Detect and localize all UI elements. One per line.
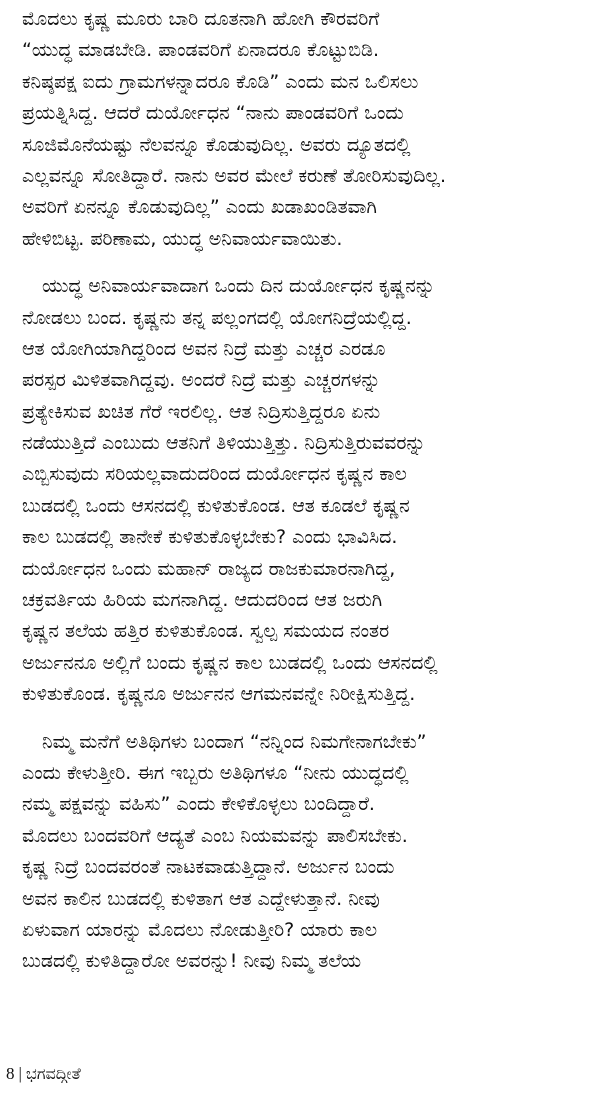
page-body <box>22 4 588 1044</box>
paragraph-2 <box>22 271 588 710</box>
text-line: ಕುಳಿತುಕೊಂಡ. ಕೃಷ್ಣನೂ ಅರ್ಜುನನ ಆಗಮನವನ್ನೇ ನಿರೀಕ್ಷಿಸುತ್ತಿದ್ದ. <box>22 683 416 706</box>
text-line: ಎಂದು ಕೇಳುತ್ತೀರಿ. ಈಗ ಇಬ್ಬರು ಅತಿಥಿಗಳೂ “ನೀನು ಯುದ್ಧದಲ್ಲಿ <box>22 761 409 784</box>
footer-separator: | <box>18 1064 22 1083</box>
text-line: ಅರ್ಜುನನೂ ಅಲ್ಲಿಗೆ ಬಂದು ಕೃಷ್ಣನ ಕಾಲ ಬುಡದಲ್ಲಿ ಒಂದು ಆಸನದಲ್ಲಿ <box>22 651 438 674</box>
text-line: ಎಲ್ಲವನ್ನೂ ಸೋತಿದ್ದಾರೆ. ನಾನು ಅವರ ಮೇಲೆ ಕರುಣೆ ತೋರಿಸುವುದಿಲ್ಲ. <box>22 164 446 187</box>
text-line: ಪ್ರಯತ್ನಿಸಿದ್ದ. ಆದರೆ ದುರ್ಯೋಧನ “ನಾನು ಪಾಂಡವರಿಗೆ ಒಂದು <box>22 102 404 125</box>
text-line: ಹೇಳಿಬಿಟ್ಟ. ಪರಿಣಾಮ, ಯುದ್ಧ ಅನಿವಾರ್ಯವಾಯಿತು. <box>22 227 343 250</box>
text-line: ಏಳುವಾಗ ಯಾರನ್ನು ಮೊದಲು ನೋಡುತ್ತೀರಿ? ಯಾರು ಕಾಲ <box>22 918 378 941</box>
text-line: ಪ್ರತ್ಯೇಕಿಸುವ ಖಚಿತ ಗೆರೆ ಇರಲಿಲ್ಲ. ಆತ ನಿದ್ರಿಸುತ್ತಿದ್ದರೂ ಏನು <box>22 400 381 423</box>
paragraph-1 <box>22 4 588 255</box>
text-line: ಬುಡದಲ್ಲಿ ಒಂದು ಆಸನದಲ್ಲಿ ಕುಳಿತುಕೊಂಡ. ಆತ ಕೂಡಲೆ ಕೃಷ್ಣನ <box>22 494 410 517</box>
paragraph-3 <box>22 727 588 978</box>
text-line: ಬುಡದಲ್ಲಿ ಕುಳಿತಿದ್ದಾರೋ ಅವರನ್ನು! ನೀವು ನಿಮ್ಮ ತಲೆಯ <box>22 950 362 973</box>
text-line: ಮೊದಲು ಕೃಷ್ಣ ಮೂರು ಬಾರಿ ದೂತನಾಗಿ ಹೋಗಿ ಕೌರವರಿಗೆ <box>22 8 380 30</box>
text-line: ಯುದ್ಧ ಅನಿವಾರ್ಯವಾದಾಗ ಒಂದು ದಿನ ದುರ್ಯೋಧನ ಕೃಷ್ಣನನ್ನು <box>42 275 436 298</box>
text-line: ದುರ್ಯೋಧನ ಒಂದು ಮಹಾನ್ ರಾಜ್ಯದ ರಾಜಕುಮಾರನಾಗಿದ್ದ, <box>22 557 396 580</box>
text-line: ನಡೆಯುತ್ತಿದೆ ಎಂಬುದು ಆತನಿಗೆ ತಿಳಿಯುತ್ತಿತ್ತು. ನಿದ್ರಿಸುತ್ತಿರುವವರನ್ನು <box>22 432 426 455</box>
text-line: ಚಕ್ರವರ್ತಿಯ ಹಿರಿಯ ಮಗನಾಗಿದ್ದ. ಆದುದರಿಂದ ಆತ ಜರುಗಿ <box>22 589 383 612</box>
page-number: 8 <box>6 1064 15 1083</box>
text-line: ಕೃಷ್ಣನ ತಲೆಯ ಹತ್ತಿರ ಕುಳಿತುಕೊಂಡ. ಸ್ವಲ್ಪ ಸಮಯದ ನಂತರ <box>22 620 390 643</box>
text-line: “ಯುದ್ಧ ಮಾಡಬೇಡಿ. ಪಾಂಡವರಿಗೆ ಏನಾದರೂ ಕೊಟ್ಟುಬಿಡಿ. <box>22 39 379 62</box>
text-line: ಪರಸ್ಪರ ಮಿಳಿತವಾಗಿದ್ದವು. ಅಂದರೆ ನಿದ್ರೆ ಮತ್ತು ಎಚ್ಚರಗಳನ್ನು <box>22 369 381 392</box>
text-line: ಕನಿಷ್ಠಪಕ್ಷ ಐದು ಗ್ರಾಮಗಳನ್ನಾದರೂ ಕೊಡಿ” ಎಂದು ಮನ ಒಲಿಸಲು <box>22 70 419 93</box>
text-line: ಆತ ಯೋಗಿಯಾಗಿದ್ದರಿಂದ ಅವನ ನಿದ್ರೆ ಮತ್ತು ಎಚ್ಚರ ಎರಡೂ <box>22 337 386 360</box>
text-line: ಮೊದಲು ಬಂದವರಿಗೆ ಆದ್ಯತೆ ಎಂಬ ನಿಯಮವನ್ನು ಪಾಲಿಸಬೇಕು. <box>22 824 408 847</box>
book-title: ಭಗವದ್ಗೀತೆ <box>25 1064 81 1083</box>
text-line: ಕಾಲ ಬುಡದಲ್ಲಿ ತಾನೇಕೆ ಕುಳಿತುಕೊಳ್ಳಬೇಕು? ಎಂದು ಭಾವಿಸಿದ. <box>22 526 398 549</box>
text-line: ಸೂಜಿಮೊನೆಯಷ್ಟು ನೆಲವನ್ನೂ ಕೊಡುವುದಿಲ್ಲ. ಅವರು ದ್ಯೂತದಲ್ಲಿ <box>22 133 411 156</box>
text-line: ಅವರಿಗೆ ಏನನ್ನೂ ಕೊಡುವುದಿಲ್ಲ” ಎಂದು ಖಡಾಖಂಡಿತವಾಗಿ <box>22 196 377 219</box>
page-footer <box>6 1063 81 1085</box>
text-line: ಕೃಷ್ಣ ನಿದ್ರೆ ಬಂದವರಂತೆ ನಾಟಕವಾಡುತ್ತಿದ್ದಾನೆ. ಅರ್ಜುನ ಬಂದು <box>22 856 395 879</box>
text-line: ನೋಡಲು ಬಂದ. ಕೃಷ್ಣನು ತನ್ನ ಪಲ್ಲಂಗದಲ್ಲಿ ಯೋಗನಿದ್ರೆಯಲ್ಲಿದ್ದ. <box>22 306 412 329</box>
text-line: ನಮ್ಮ ಪಕ್ಷವನ್ನು ವಹಿಸು” ಎಂದು ಕೇಳಿಕೊಳ್ಳಲು ಬಂದಿದ್ದಾರೆ. <box>22 793 375 816</box>
text-line: ಎಬ್ಬಿಸುವುದು ಸರಿಯಲ್ಲವಾದುದರಿಂದ ದುರ್ಯೋಧನ ಕೃಷ್ಣನ ಕಾಲ <box>22 463 407 486</box>
text-line: ನಿಮ್ಮ ಮನೆಗೆ ಅತಿಥಿಗಳು ಬಂದಾಗ “ನನ್ನಿಂದ ನಿಮಗೇನಾಗಬೇಕು” <box>42 730 427 753</box>
text-line: ಅವನ ಕಾಲಿನ ಬುಡದಲ್ಲಿ ಕುಳಿತಾಗ ಆತ ಎದ್ದೇಳುತ್ತಾನೆ. ನೀವು <box>22 887 380 910</box>
